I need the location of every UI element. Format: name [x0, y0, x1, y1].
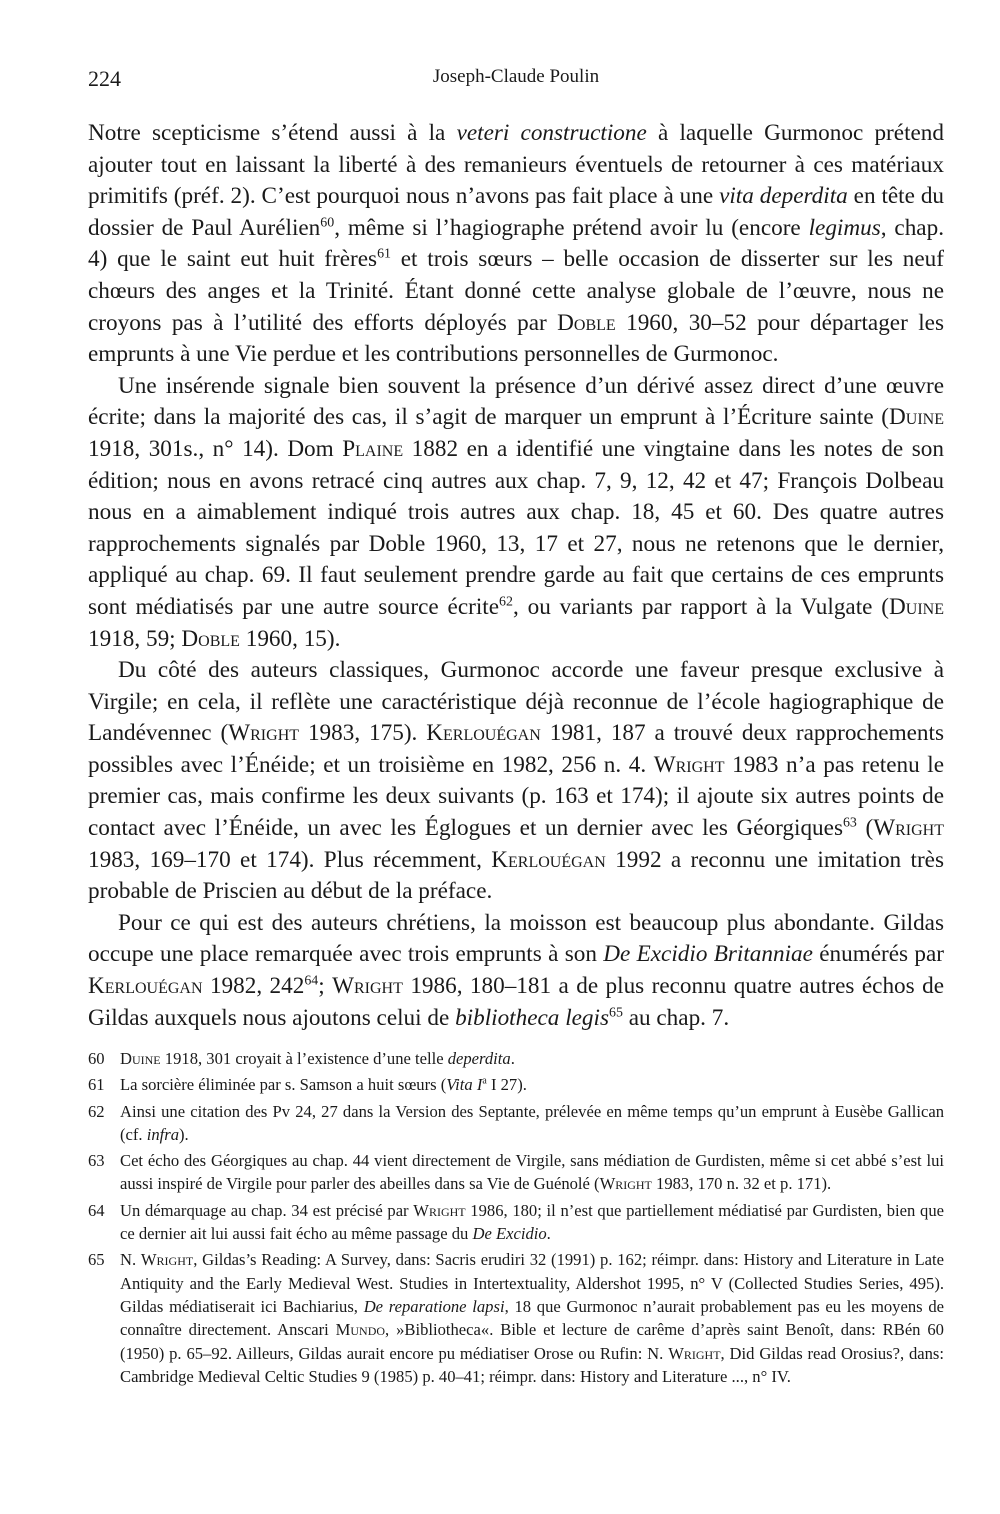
text-run: ; [318, 973, 333, 1000]
text-run: 1960, 30–52 pour départager les emprunts à une Vie perdue et les contributions personnelles de Gurmonoc. [88, 309, 944, 368]
footnote-ref: 64 [304, 973, 319, 989]
footnote-text [120, 1100, 944, 1147]
author-name: Duine [889, 404, 944, 431]
paragraph [88, 118, 944, 371]
author-name: Kerlouégan [491, 846, 606, 873]
italic-text: Vita I [446, 1075, 483, 1095]
italic-text: De Excidio Britanniae [603, 941, 813, 968]
running-head: Joseph-Claude Poulin [432, 66, 600, 87]
text-run: , chap. 4) que le saint eut huit frères [88, 214, 944, 273]
footnote-ref: 63 [842, 815, 857, 831]
italic-text: De reparatione lapsi [363, 1296, 505, 1316]
footnote-ref: 60 [320, 215, 335, 231]
footnote-number: 65 [88, 1250, 105, 1270]
text-run: I 27). [486, 1075, 527, 1095]
author-name: Wright [140, 1250, 194, 1270]
text-run: et trois sœurs – belle occasion de disserter sur les neuf chœurs des anges et la Trinité. Étant donné cette analyse globale de l’œuvre, nous ne croyons pas à l’utilité des efforts déployés par [88, 246, 944, 336]
footnote [88, 1248, 944, 1388]
text-run: 1986, 180; il n’est que partiellement médiatisé par Gurdisten, bien que ce dernier ait lui aussi fait écho au même passage du [120, 1200, 944, 1244]
text-run: Un démarquage au chap. 34 est précisé par [120, 1200, 414, 1220]
author-name: Kerlouégan [426, 720, 541, 747]
footnote-ref: 65 [609, 1004, 623, 1020]
text-run: 1982, 242 [202, 973, 305, 1000]
text-run: 1983, 175). [299, 720, 427, 747]
text-run: , 18 que Gurmonoc n’aurait probablement pas eu les moyens de connaître directement. Anscari [120, 1296, 945, 1340]
author-name: Wright [228, 720, 300, 747]
text-run: Du côté des auteurs classiques, Gurmonoc accorde une faveur presque exclusive à Virgile; en cela, il reflète une caractéristique déjà reconnue de l’école hagiographique de Landévennec ( [88, 657, 944, 747]
text-run: 1981, 187 a trouvé deux rapprochements possibles avec l’Énéide; et un troisième en 1982, 256 n. 4. [88, 720, 944, 778]
footnotes [88, 1047, 944, 1391]
italic-text: vita deperdita [719, 183, 848, 210]
italic-text: legimus [808, 214, 881, 241]
text-run: Une insérende signale bien souvent la présence d’un dérivé assez direct d’une œuvre écrite; dans la majorité des cas, il s’agit de marquer un emprunt à l’Écriture sainte ( [88, 372, 944, 431]
footnote-ref: a [482, 1075, 487, 1087]
text-run: au chap. 7. [622, 1004, 730, 1031]
paragraph [88, 371, 944, 655]
text-run: 1983 n’a pas retenu le premier cas, mais confirme les deux suivants (p. 163 et 174); il ajoute six autres points de contact avec l’Énéide, un avec les Églogues et un dernier avec les Géorgiques [88, 751, 944, 842]
text-run: ). [179, 1124, 189, 1144]
footnote [88, 1073, 944, 1096]
text-run: ( [856, 815, 874, 842]
paragraph [88, 655, 944, 908]
author-name: Wright [653, 751, 725, 778]
author-name: Wright [332, 973, 403, 1000]
author-name: Wright [599, 1174, 652, 1194]
italic-text: bibliotheca legis [455, 1004, 609, 1031]
text-run: 1986, 180–181 a de plus reconnu quatre autres échos de Gildas auxquels nous ajoutons celui de [88, 973, 944, 1031]
footnote-text [120, 1149, 944, 1196]
footnote-number: 61 [88, 1075, 105, 1095]
text-run: N. [120, 1250, 141, 1270]
text-run: 1992 a reconnu une imitation très probable de Priscien au début de la préface. [88, 846, 944, 905]
text-run: 1918, 301s., n° 14). Dom [88, 435, 343, 462]
italic-text: veteri constructione [456, 120, 647, 146]
footnote [88, 1199, 944, 1246]
text-run: La sorcière éliminée par s. Samson a huit sœurs ( [120, 1075, 447, 1095]
text-run: 1983, 170 n. 32 et p. 171). [651, 1174, 832, 1194]
text-run: , »Bibliotheca«. Bible et lecture de carême d’après saint Benoît, dans: RBén 60 (1950) p. 65–92. Ailleurs, Gildas aurait encore pu médiatiser Orose ou Rufin: N. [120, 1320, 944, 1363]
italic-text: deperdita [447, 1049, 511, 1068]
footnote [88, 1149, 944, 1196]
text-run: énumérés par [812, 941, 944, 968]
text-run: 1918, 59; [88, 625, 182, 652]
author-name: Wright [873, 815, 944, 842]
footnote-ref: 61 [377, 246, 391, 262]
author-name: Duine [120, 1049, 161, 1068]
author-name: Wright [413, 1200, 466, 1220]
text-run: à laquelle Gurmonoc prétend ajouter tout en laissant la liberté à des remanieurs éventuels de retourner à ces matériaux primitifs (préf. 2). C’est pourquoi nous n’avons pas fait place à une [88, 120, 944, 210]
author-name: Duine [889, 593, 944, 620]
author-name: Wright [668, 1343, 721, 1363]
author-name: Mundo [335, 1320, 386, 1340]
footnote-number: 60 [88, 1049, 105, 1068]
text-run: Cet écho des Géorgiques au chap. 44 vient directement de Virgile, sans médiation de Gurdisten, même si cet abbé s’est lui aussi inspiré de Virgile pour parler des abeilles dans sa Vie de Guénolé ( [120, 1151, 944, 1194]
text-run: 1960, 15). [239, 625, 341, 652]
author-name: Kerlouégan [88, 973, 203, 1000]
footnote [88, 1100, 944, 1147]
text-run: , même si l’hagiographe prétend avoir lu (encore [334, 214, 809, 241]
author-name: Doble [181, 625, 240, 652]
text-run: Ainsi une citation des Pv 24, 27 dans la Version des Septante, prélevée en même temps qu’un emprunt à Eusèbe Gallican (cf. [120, 1101, 944, 1144]
text-run: Pour ce qui est des auteurs chrétiens, la moisson est beaucoup plus abondante. Gildas occupe une place remarquée avec trois emprunts à son [88, 909, 944, 968]
paragraph [88, 908, 944, 1034]
text-run: , ou variants par rapport à la Vulgate ( [512, 593, 890, 620]
footnote-text [120, 1248, 944, 1388]
text-run: . [510, 1049, 515, 1068]
author-name: Plaine [342, 435, 404, 462]
footnote-ref: 62 [499, 594, 513, 610]
footnote-text [120, 1047, 944, 1070]
footnote-number: 62 [88, 1101, 105, 1121]
page-number: 224 [88, 66, 121, 91]
text-run: Notre scepticisme s’étend aussi à la [88, 120, 457, 146]
text-run: 1918, 301 croyait à l’existence d’une telle [160, 1049, 448, 1068]
text-run: , Did Gildas read Orosius?, dans: Cambridge Medieval Celtic Studies 9 (1985) p. 40–41; réimpr. dans: History and Literature ..., n° IV. [120, 1343, 944, 1386]
text-run: 1882 en a identifié une vingtaine dans les notes de son édition; nous en avons retracé cinq autres aux chap. 7, 9, 12, 42 et 47; François Dolbeau nous en a aimablement indiqué trois autres aux chap. 18, 45 et 60. Des quatre autres rapprochements signalés par Doble 1960, 13, 17 et 27, nous ne retenons que le dernier, appliqué au chap. 69. Il faut seulement prendre garde au fait que certains de ces emprunts sont médiatisés par une autre source écrite [88, 435, 944, 620]
italic-text: De Excidio [472, 1224, 547, 1244]
footnote-number: 64 [88, 1200, 105, 1220]
text-run: . [546, 1224, 551, 1244]
footnote-text [120, 1199, 944, 1246]
author-name: Doble [557, 309, 616, 336]
text-run: 1983, 169–170 et 174). Plus récemment, [88, 846, 492, 873]
italic-text: infra [146, 1124, 179, 1144]
text-run: , Gildas’s Reading: A Survey, dans: Sacris erudiri 32 (1991) p. 162; réimpr. dans: History and Literature in Late Antiquity and the Early Medieval West. Studies in Intertextuality, Aldershot 1995, n° V (Collected Studies Series, 495). Gildas médiatiserait ici Bachiarius, [120, 1250, 945, 1316]
text-run: en tête du dossier de Paul Aurélien [88, 183, 945, 241]
page-header [88, 66, 944, 96]
footnote [88, 1047, 944, 1070]
footnote-text [120, 1073, 944, 1096]
body-text [88, 118, 944, 1034]
footnote-number: 63 [88, 1151, 105, 1171]
